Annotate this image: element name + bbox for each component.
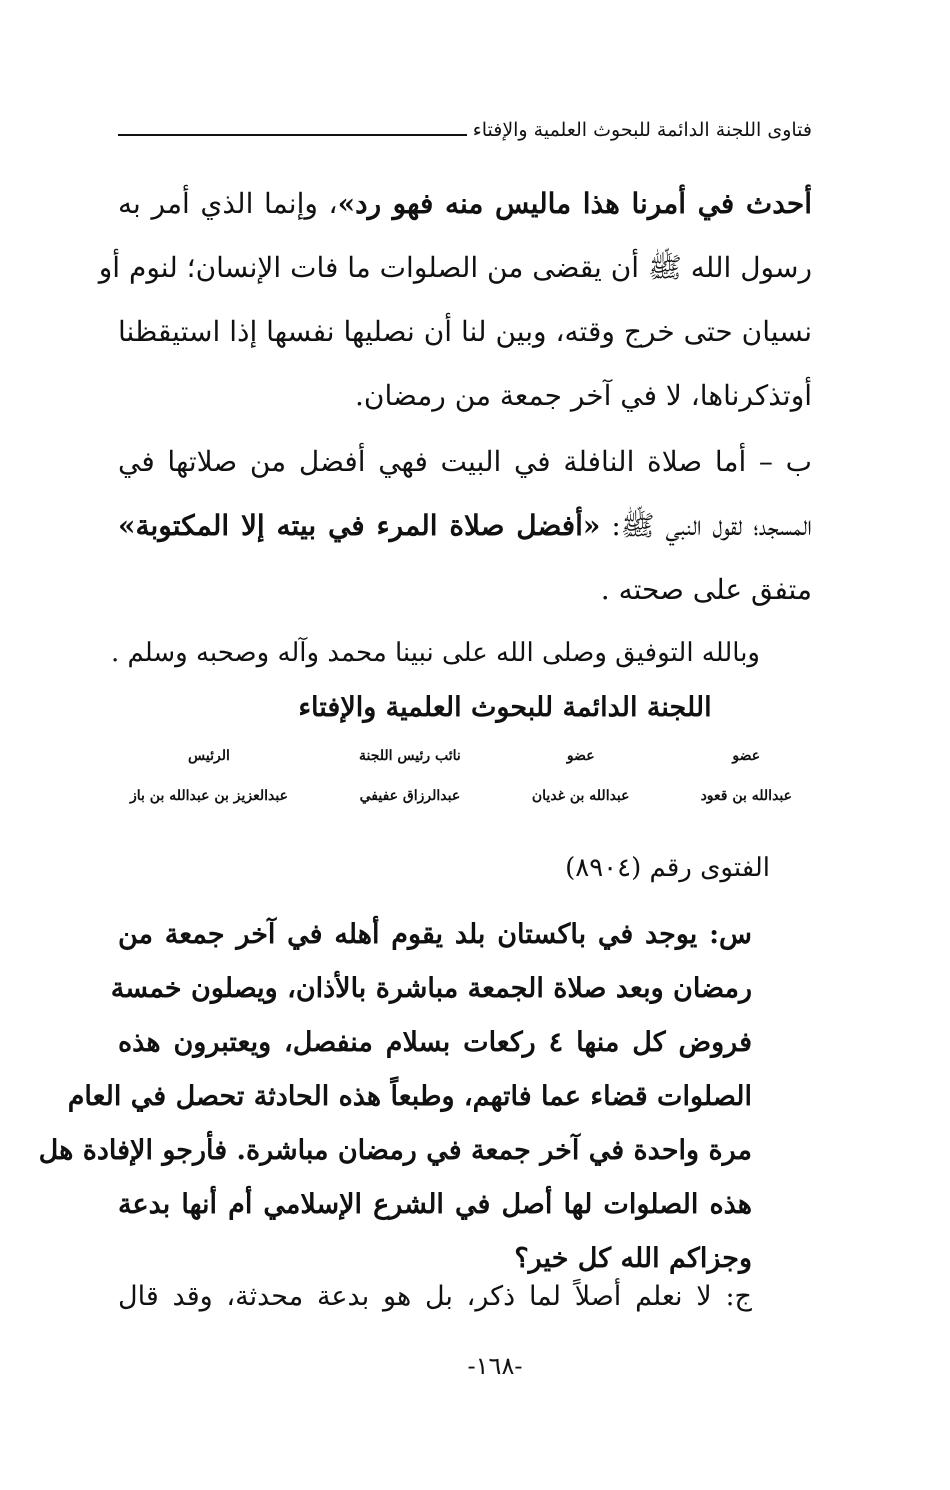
paragraph-1-line-1-rest: ، وإنما الذي أمر به xyxy=(118,187,338,220)
header-rule xyxy=(118,134,467,136)
header-title: فتاوى اللجنة الدائمة للبحوث العلمية والإفتاء xyxy=(472,119,812,141)
question-line-5: مرة واحدة في آخر جمعة في رمضان مباشرة. فأرجو الإفادة هل xyxy=(38,1135,752,1166)
fatwa-number: الفتوى رقم (٨٩٠٤) xyxy=(565,853,770,883)
signature-name: عبدالله بن قعود xyxy=(700,788,792,804)
signature-vice-chair xyxy=(359,748,461,804)
hadith-quote-end: أحدث في أمرنا هذا ماليس منه فهو رد» xyxy=(337,187,813,220)
page-number: -١٦٨- xyxy=(467,1352,523,1380)
signature-chair xyxy=(130,748,288,804)
paragraph-2-line-3: متفق على صحته . xyxy=(600,573,812,606)
signature-name: عبدالرزاق عفيفي xyxy=(359,788,461,804)
signature-name: عبدالعزيز بن عبدالله بن باز xyxy=(130,788,288,804)
paragraph-2 xyxy=(118,430,812,622)
signature-name: عبدالله بن غديان xyxy=(531,788,630,804)
paragraph-1-line-2: رسول الله ﷺ أن يقضى من الصلوات ما فات الإنسان؛ لنوم أو xyxy=(98,251,812,284)
question-block xyxy=(38,908,753,1286)
signature-member-2 xyxy=(532,748,630,804)
hadith-quote: «أفضل صلاة المرء في بيته إلا المكتوبة» xyxy=(118,509,601,542)
question-line-3: فروض كل منها ٤ ركعات بسلام منفصل، ويعتبرون هذه xyxy=(118,1027,752,1058)
committee-name: اللجنة الدائمة للبحوث العلمية والإفتاء xyxy=(298,692,712,723)
closing-formula: وبالله التوفيق وصلى الله على نبينا محمد وآله وصحبه وسلم . xyxy=(110,638,760,668)
signature-member-1 xyxy=(701,748,792,804)
paragraph-1-line-3: نسيان حتى خرج وقته، وبين لنا أن نصليها نفسها إذا استيقظنا xyxy=(118,315,812,348)
paragraph-1 xyxy=(98,172,813,428)
paragraph-2-line-2-plain: المسجد؛ لقول النبي ﷺ: xyxy=(600,509,812,542)
answer-block xyxy=(118,1270,752,1324)
answer-line-1: ج: لا نعلم أصلاً لما ذكر، بل هو بدعة محدثة، وقد قال xyxy=(118,1281,752,1312)
signature-role: عضو xyxy=(566,748,595,764)
question-line-6: هذه الصلوات لها أصل في الشرع الإسلامي أم أنها بدعة xyxy=(118,1189,753,1220)
question-line-1: س: يوجد في باكستان بلد يقوم أهله في آخر جمعة من xyxy=(118,919,752,950)
question-line-2: رمضان وبعد صلاة الجمعة مباشرة بالأذان، ويصلون خمسة xyxy=(110,973,752,1004)
paragraph-2-line-1: ب – أما صلاة النافلة في البيت فهي أفضل من صلاتها في xyxy=(118,445,812,478)
signature-block xyxy=(130,748,792,804)
signature-role: عضو xyxy=(732,748,761,764)
paragraph-1-line-1 xyxy=(118,172,812,236)
running-header xyxy=(118,112,812,148)
signature-role: الرئيس xyxy=(188,748,230,764)
question-line-4: الصلوات قضاء عما فاتهم، وطبعاً هذه الحادثة تحصل في العام xyxy=(67,1081,752,1112)
paragraph-1-line-4: أوتذكرناها، لا في آخر جمعة من رمضان. xyxy=(355,379,812,412)
signature-role: نائب رئيس اللجنة xyxy=(358,748,461,764)
question-line-7: وجزاكم الله كل خير؟ xyxy=(514,1243,752,1274)
paragraph-2-line-2 xyxy=(118,494,812,558)
